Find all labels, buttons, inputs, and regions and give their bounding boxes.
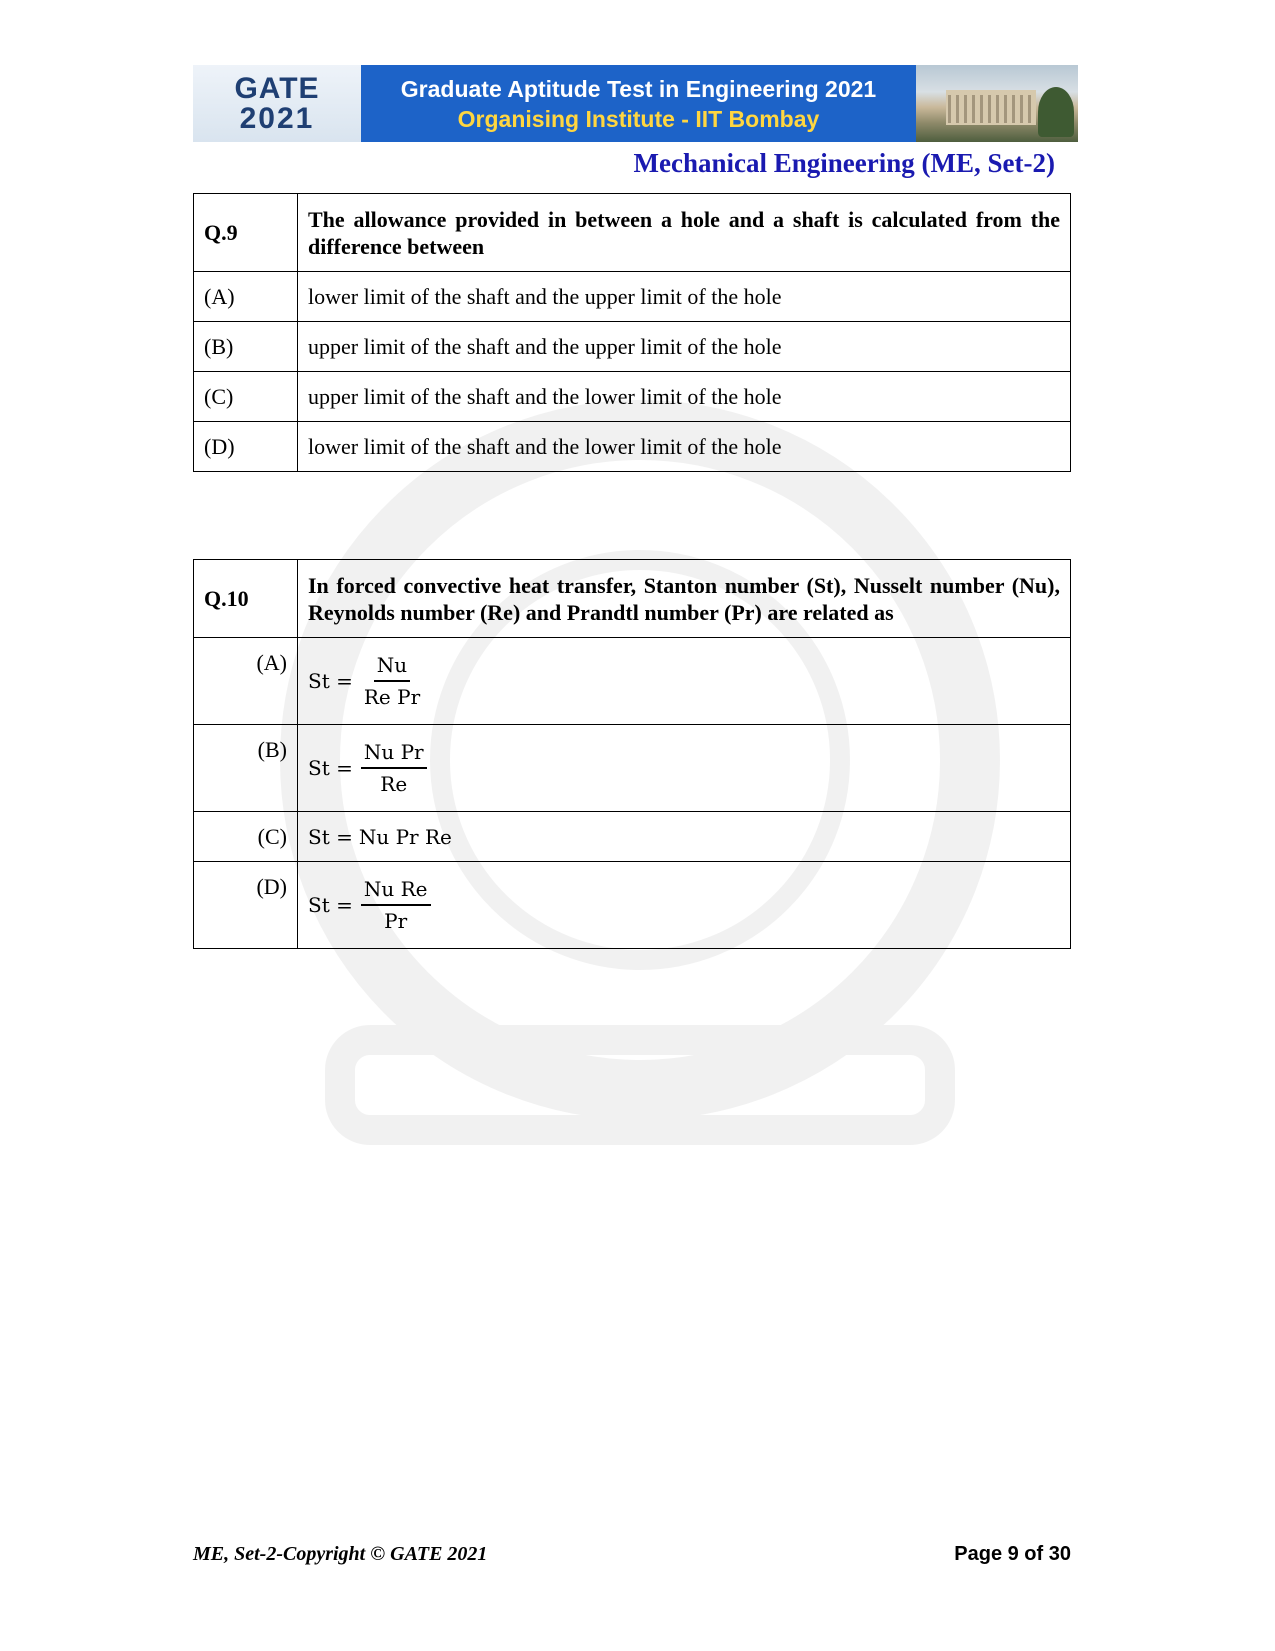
page-prefix: Page <box>954 1543 1008 1565</box>
option-label: (C) <box>194 812 298 862</box>
option-formula <box>298 638 1071 725</box>
option-row <box>194 372 1071 422</box>
fraction-denominator: Pr <box>384 909 408 933</box>
question-number: Q.10 <box>194 560 298 638</box>
gate-header-banner <box>193 65 1078 142</box>
question-row <box>194 194 1071 272</box>
option-row <box>194 422 1071 472</box>
question-number: Q.9 <box>194 194 298 272</box>
option-label: (D) <box>194 862 298 949</box>
fraction-denominator: Re <box>380 772 408 796</box>
question-row <box>194 560 1071 638</box>
question-text: In forced convective heat transfer, Stanton number (St), Nusselt number (Nu), Reynolds number (Re) and Prandtl number (Pr) are related as <box>298 560 1071 638</box>
option-label: (A) <box>194 638 298 725</box>
banner-text <box>361 65 916 142</box>
option-text: upper limit of the shaft and the upper limit of the hole <box>298 322 1071 372</box>
formula-lhs: St = <box>308 756 353 780</box>
question-10-table <box>193 559 1071 949</box>
option-text: lower limit of the shaft and the lower limit of the hole <box>298 422 1071 472</box>
fraction-numerator: Nu <box>374 653 410 682</box>
question-text: The allowance provided in between a hole and a shaft is calculated from the difference between <box>298 194 1071 272</box>
option-label: (D) <box>194 422 298 472</box>
logo-line2: 2021 <box>239 101 315 135</box>
formula-lhs: St = <box>308 824 353 849</box>
option-row <box>194 272 1071 322</box>
fraction-numerator: Nu Re <box>361 877 431 906</box>
option-text: lower limit of the shaft and the upper limit of the hole <box>298 272 1071 322</box>
option-label: (B) <box>194 322 298 372</box>
banner-title: Graduate Aptitude Test in Engineering 2021 <box>400 75 877 102</box>
logo-line1: GATE <box>234 71 320 105</box>
footer-copyright: ME, Set-2-Copyright © GATE 2021 <box>193 1543 488 1565</box>
iit-building-photo <box>916 65 1078 142</box>
option-row <box>194 322 1071 372</box>
current-page: 9 <box>1007 1543 1019 1565</box>
footer-page-number <box>954 1543 1071 1566</box>
option-formula <box>298 862 1071 949</box>
formula-rhs: Nu Pr Re <box>358 824 452 849</box>
banner-subtitle: Organising Institute - IIT Bombay <box>457 105 820 132</box>
formula-lhs: St = <box>308 669 353 693</box>
question-9-table <box>193 193 1071 472</box>
option-formula <box>298 812 1071 862</box>
option-formula <box>298 725 1071 812</box>
gate-logo <box>193 65 361 142</box>
option-row <box>194 725 1071 812</box>
option-label: (B) <box>194 725 298 812</box>
option-row <box>194 862 1071 949</box>
page-suffix: of 30 <box>1018 1543 1071 1565</box>
option-label: (A) <box>194 272 298 322</box>
option-text: upper limit of the shaft and the lower limit of the hole <box>298 372 1071 422</box>
subject-title: Mechanical Engineering (ME, Set-2) <box>633 148 1055 178</box>
fraction-numerator: Nu Pr <box>361 740 427 769</box>
formula-lhs: St = <box>308 893 353 917</box>
option-row <box>194 638 1071 725</box>
option-row <box>194 812 1071 862</box>
fraction-denominator: Re Pr <box>363 685 421 709</box>
option-label: (C) <box>194 372 298 422</box>
